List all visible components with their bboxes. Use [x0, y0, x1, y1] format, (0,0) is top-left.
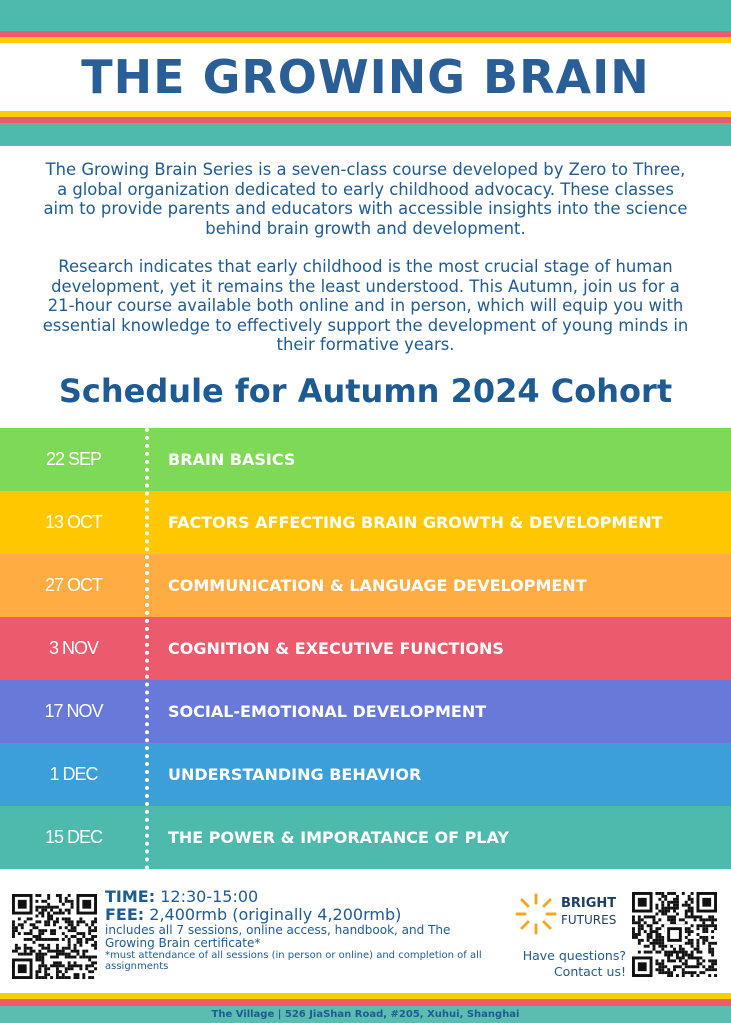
contact-line-2: Contact us!	[553, 964, 626, 979]
footer	[0, 1006, 731, 1023]
top-band-teal	[0, 0, 731, 31]
fee-line	[105, 906, 495, 924]
schedule-date: 1 DEC	[49, 764, 98, 784]
intro-text	[40, 160, 691, 374]
page-title: THE GROWING BRAIN	[81, 50, 650, 104]
info-section	[0, 880, 731, 990]
footer-address: The Village | 526 JiaShan Road, #205, Xuhui, Shanghai	[211, 1009, 520, 1020]
bottom-band-pink	[0, 999, 731, 1006]
schedule-row	[0, 428, 731, 491]
schedule-topic: THE POWER & IMPORATANCE OF PLAY	[168, 828, 509, 847]
schedule-topic: BRAIN BASICS	[168, 450, 296, 469]
course-details	[105, 888, 495, 972]
schedule-list	[0, 428, 731, 869]
intro-paragraph-2: Research indicates that early childhood is the most crucial stage of human development, yet it remains the least understood. This Autumn, join us for a 21-hour course available both online and in person, which will equip you with essential knowledge to effectively support the development of young minds in their formative years.	[42, 257, 689, 354]
schedule-topic: FACTORS AFFECTING BRAIN GROWTH & DEVELOPMENT	[168, 513, 663, 532]
sub-band-teal	[0, 123, 731, 146]
intro-paragraph-1: The Growing Brain Series is a seven-class course developed by Zero to Three, a global organization dedicated to early childhood advocacy. These classes aim to provide parents and educators with accessible insights into the science behind brain growth and development.	[43, 160, 688, 238]
schedule-divider	[145, 428, 149, 870]
schedule-heading: Schedule for Autumn 2024 Cohort	[58, 372, 673, 410]
contact-text	[518, 948, 626, 980]
schedule-row	[0, 806, 731, 869]
schedule-date: 22 SEP	[45, 449, 102, 469]
schedule-topic: UNDERSTANDING BEHAVIOR	[168, 765, 422, 784]
schedule-row	[0, 491, 731, 554]
schedule-date: 15 DEC	[44, 827, 103, 847]
sun-logo-icon	[515, 893, 557, 935]
time-value: 12:30-15:00	[160, 887, 259, 906]
logo-text-bottom: FUTURES	[561, 913, 617, 927]
schedule-topic: COMMUNICATION & LANGUAGE DEVELOPMENT	[168, 576, 587, 595]
logo-text-top: BRIGHT	[561, 896, 617, 911]
fee-value: 2,400rmb (originally 4,200rmb)	[149, 905, 402, 924]
schedule-row	[0, 743, 731, 806]
title-bar	[0, 48, 731, 106]
bright-futures-logo	[515, 892, 627, 936]
includes-text: includes all 7 sessions, online access, handbook, and The Growing Brain certificate*	[105, 923, 451, 950]
fee-label: FEE:	[105, 905, 145, 924]
qr-code-left	[12, 894, 97, 979]
schedule-row	[0, 617, 731, 680]
schedule-row	[0, 680, 731, 743]
schedule-date: 27 OCT	[44, 575, 103, 595]
schedule-row	[0, 554, 731, 617]
schedule-date: 13 OCT	[44, 512, 103, 532]
top-band-yellow	[0, 37, 731, 43]
contact-line-1: Have questions?	[522, 948, 626, 963]
schedule-date: 17 NOV	[44, 701, 103, 721]
schedule-date: 3 NOV	[48, 638, 99, 658]
schedule-topic: SOCIAL-EMOTIONAL DEVELOPMENT	[168, 702, 487, 721]
attendance-note: *must attendance of all sessions (in person or online) and completion of all assignments	[105, 950, 482, 972]
schedule-topic: COGNITION & EXECUTIVE FUNCTIONS	[168, 639, 504, 658]
time-label: TIME:	[105, 887, 156, 906]
time-line	[105, 888, 495, 906]
qr-code-right	[632, 892, 717, 977]
